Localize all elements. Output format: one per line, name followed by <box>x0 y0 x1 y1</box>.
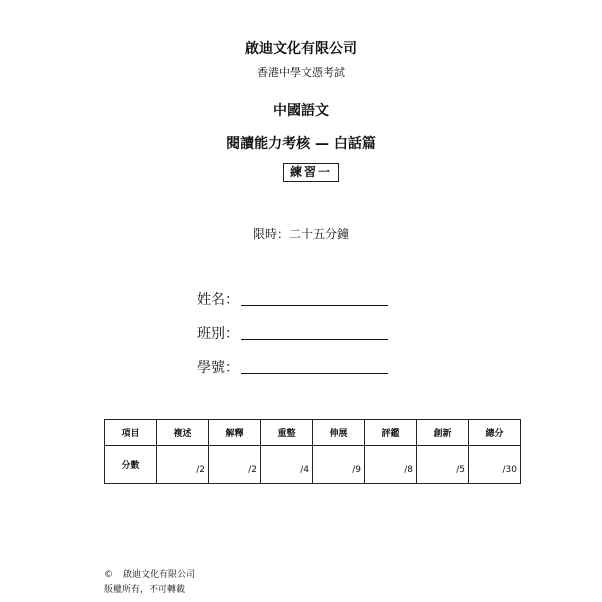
footer-rights: 版權所有，不可轉載 <box>104 585 186 595</box>
score-cell-total[interactable]: /30 <box>469 446 521 484</box>
header-retelling: 複述 <box>157 420 209 446</box>
footer-copyright <box>104 567 195 580</box>
header-explanation: 解釋 <box>209 420 261 446</box>
exam-name: 香港中學文憑考試 <box>257 66 345 79</box>
score-table-header-row <box>105 420 521 446</box>
score-table-score-row <box>105 446 521 484</box>
score-table <box>104 419 521 484</box>
score-cell-explanation[interactable]: /2 <box>209 446 261 484</box>
header-extension: 伸展 <box>313 420 365 446</box>
exercise-label: 練習一 <box>283 163 339 182</box>
header-innovation: 創新 <box>417 420 469 446</box>
score-cell-extension[interactable]: /9 <box>313 446 365 484</box>
header-total: 總分 <box>469 420 521 446</box>
name-label: 姓名： <box>197 292 239 308</box>
score-cell-retelling[interactable]: /2 <box>157 446 209 484</box>
class-blank-line[interactable] <box>241 339 388 340</box>
copyright-symbol: © <box>104 570 113 580</box>
subject-title: 中國語文 <box>273 103 329 119</box>
score-cell-innovation[interactable]: /5 <box>417 446 469 484</box>
time-limit: 限時：二十五分鐘 <box>252 227 349 241</box>
score-cell-reorganization[interactable]: /4 <box>261 446 313 484</box>
publisher-name: 啟迪文化有限公司 <box>245 41 357 57</box>
name-blank-line[interactable] <box>241 305 388 306</box>
copyright-owner: 啟迪文化有限公司 <box>123 570 196 580</box>
paper-title: 閱讀能力考核 — 白話篇 <box>226 136 376 152</box>
header-reorganization: 重整 <box>261 420 313 446</box>
header-item: 項目 <box>105 420 157 446</box>
score-cell-evaluation[interactable]: /8 <box>365 446 417 484</box>
class-label: 班別： <box>197 326 239 342</box>
score-row-label: 分數 <box>105 446 157 484</box>
student-number-label: 學號： <box>197 360 239 376</box>
student-number-blank-line[interactable] <box>241 373 388 374</box>
header-evaluation: 評鑑 <box>365 420 417 446</box>
